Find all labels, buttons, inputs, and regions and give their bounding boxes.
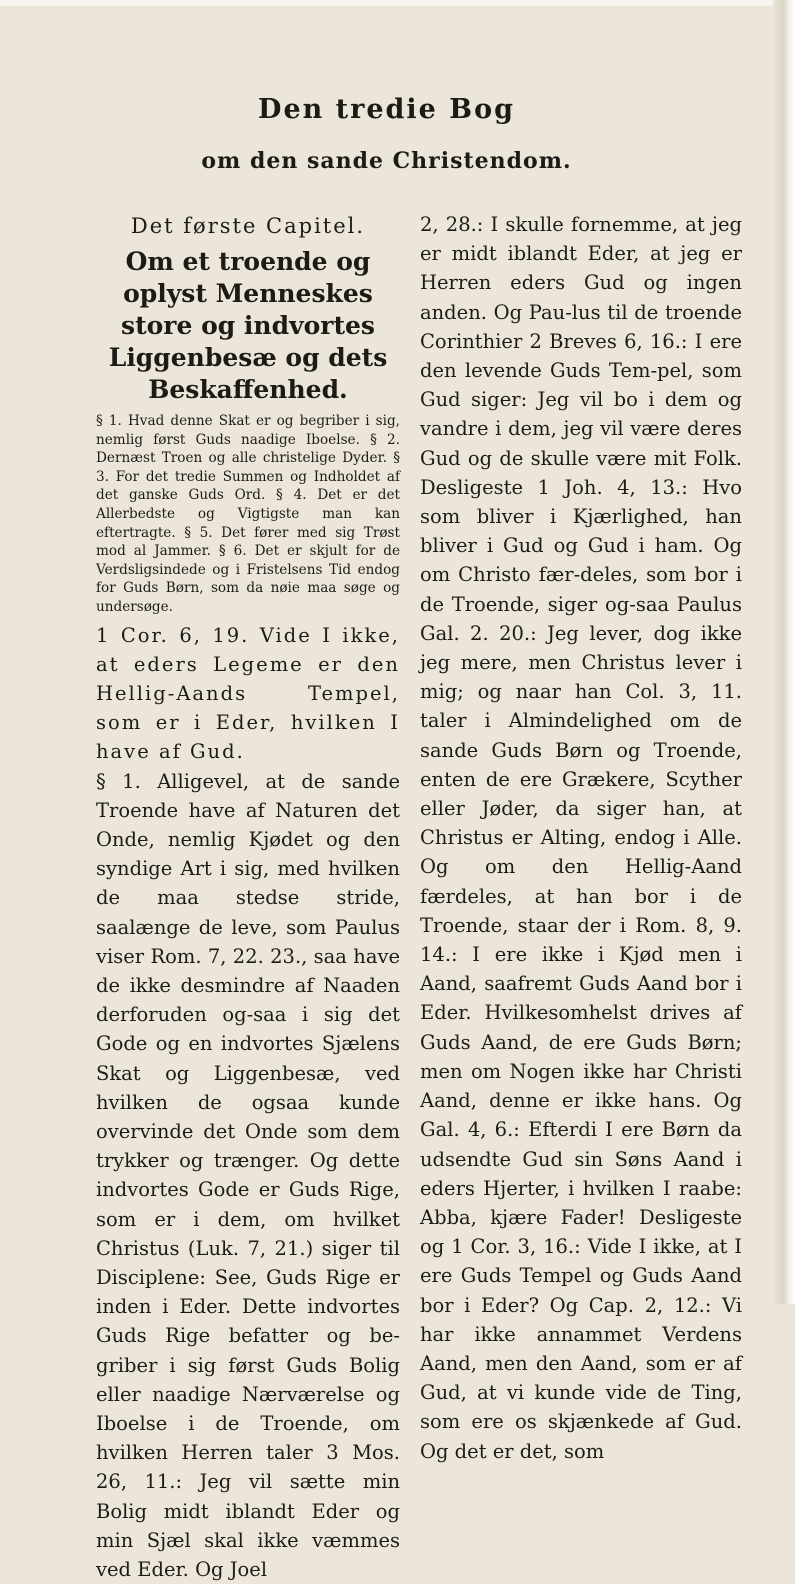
book-title: Den tredie Bog [258, 94, 515, 125]
chapter-summary: § 1. Hvad denne Skat er og begriber i sig, nemlig først Guds naadige Iboelse. § 2. Dernæst Troen og alle christelige Dyder. § 3. For det tredie Summen og Indholdet af det ganske Guds Ord. § 4. Det er det Allerbedste og Vigtigste man kan eftertragte. § 5. Det fører med sig Trøst mod al Jammer. § 6. Det er skjult for de Verdsligsindede og i Fristelsens Tid endog for Guds Børn, som da nøie maa søge og undersøge. [96, 413, 400, 615]
body-text-left: § 1. Alligevel, at de sande Troende have af Naturen det Onde, nemlig Kjødet og den syndige Art i sig, med hvilken de maa stedse stride, saalænge de leve, som Paulus viser Rom. 7, 22. 23., saa have de ikke desmindre af Naaden derforuden og-saa i sig det Gode og en indvortes Sjælens Skat og Liggenbesæ, ved hvilken de ogsaa kunde overvinde det Onde som dem trykker og trænger. Og dette indvortes Gode er Guds Rige, som er i dem, om hvilket Christus (Luk. 7, 21.) siger til Disciplene: See, Guds Rige er inden i Eder. Dette indvortes Guds Rige befatter og be-griber i sig først Guds Bolig eller naadige Nærværelse og Iboelse i de Troende, om hvilken Herren taler 3 Mos. 26, 11.: Jeg vil sætte min Bolig midt iblandt Eder og min Sjæl skal ikke væmmes ved Eder. Og Joel [96, 769, 400, 1582]
right-column [420, 210, 742, 1466]
motto-verse: 1 Cor. 6, 19. Vide I ikke, at eders Legeme er den Hellig-Aands Tempel, som er i Eder, hvilken I have af Gud. [96, 623, 400, 764]
book-subtitle: om den sande Christendom. [201, 148, 572, 174]
page-top-margin [0, 0, 773, 6]
chapter-heading: Det første Capitel. [130, 214, 366, 238]
left-column [96, 210, 400, 1584]
body-text-right: 2, 28.: I skulle fornemme, at jeg er midt iblandt Eder, at jeg er Herren eders Gud og ingen anden. Og Pau-lus til de troende Corinthier 2 Breves 6, 16.: I ere den levende Guds Tem-pel, som Gud siger: Jeg vil bo i dem og vandre i dem, jeg vil være deres Gud og de skulle være mit Folk. Desligeste 1 Joh. 4, 13.: Hvo som bliver i Kjærlighed, han bliver i Gud og Gud i ham. Og om Christo fær-deles, som bor i de Troende, siger og-saa Paulus Gal. 2. 20.: Jeg lever, dog ikke jeg mere, men Christus lever i mig; og naar han Col. 3, 11. taler i Almindelighed om de sande Guds Børn og Troende, enten de ere Grækere, Scyther eller Jøder, da siger han, at Christus er Alting, endog i Alle. Og om den Hellig-Aand færdeles, at han bor i de Troende, staar der i Rom. 8, 9. 14.: I ere ikke i Kjød men i Aand, saafremt Guds Aand bor i Eder. Hvilkesomhelst drives af Guds Aand, de ere Guds Børn; men om Nogen ikke har Christi Aand, denne er ikke hans. Og Gal. 4, 6.: Efterdi I ere Børn da udsendte Gud sin Søns Aand i eders Hjerter, i hvilken I raabe: Abba, kjære Fader! Desligeste og 1 Cor. 3, 16.: Vide I ikke, at I ere Guds Tempel og Guds Aand bor i Eder? Og Cap. 2, 12.: Vi har ikke annammet Verdens Aand, men den Aand, som er af Gud, at vi kunde vide de Ting, som ere os skjænkede af Gud. Og det er det, som [420, 213, 742, 1463]
page-edge-shadow [773, 0, 795, 1304]
chapter-title: Om et troende og oplyst Menneskes store og indvortes Liggenbesæ og dets Beskaffenhed. [108, 247, 388, 404]
